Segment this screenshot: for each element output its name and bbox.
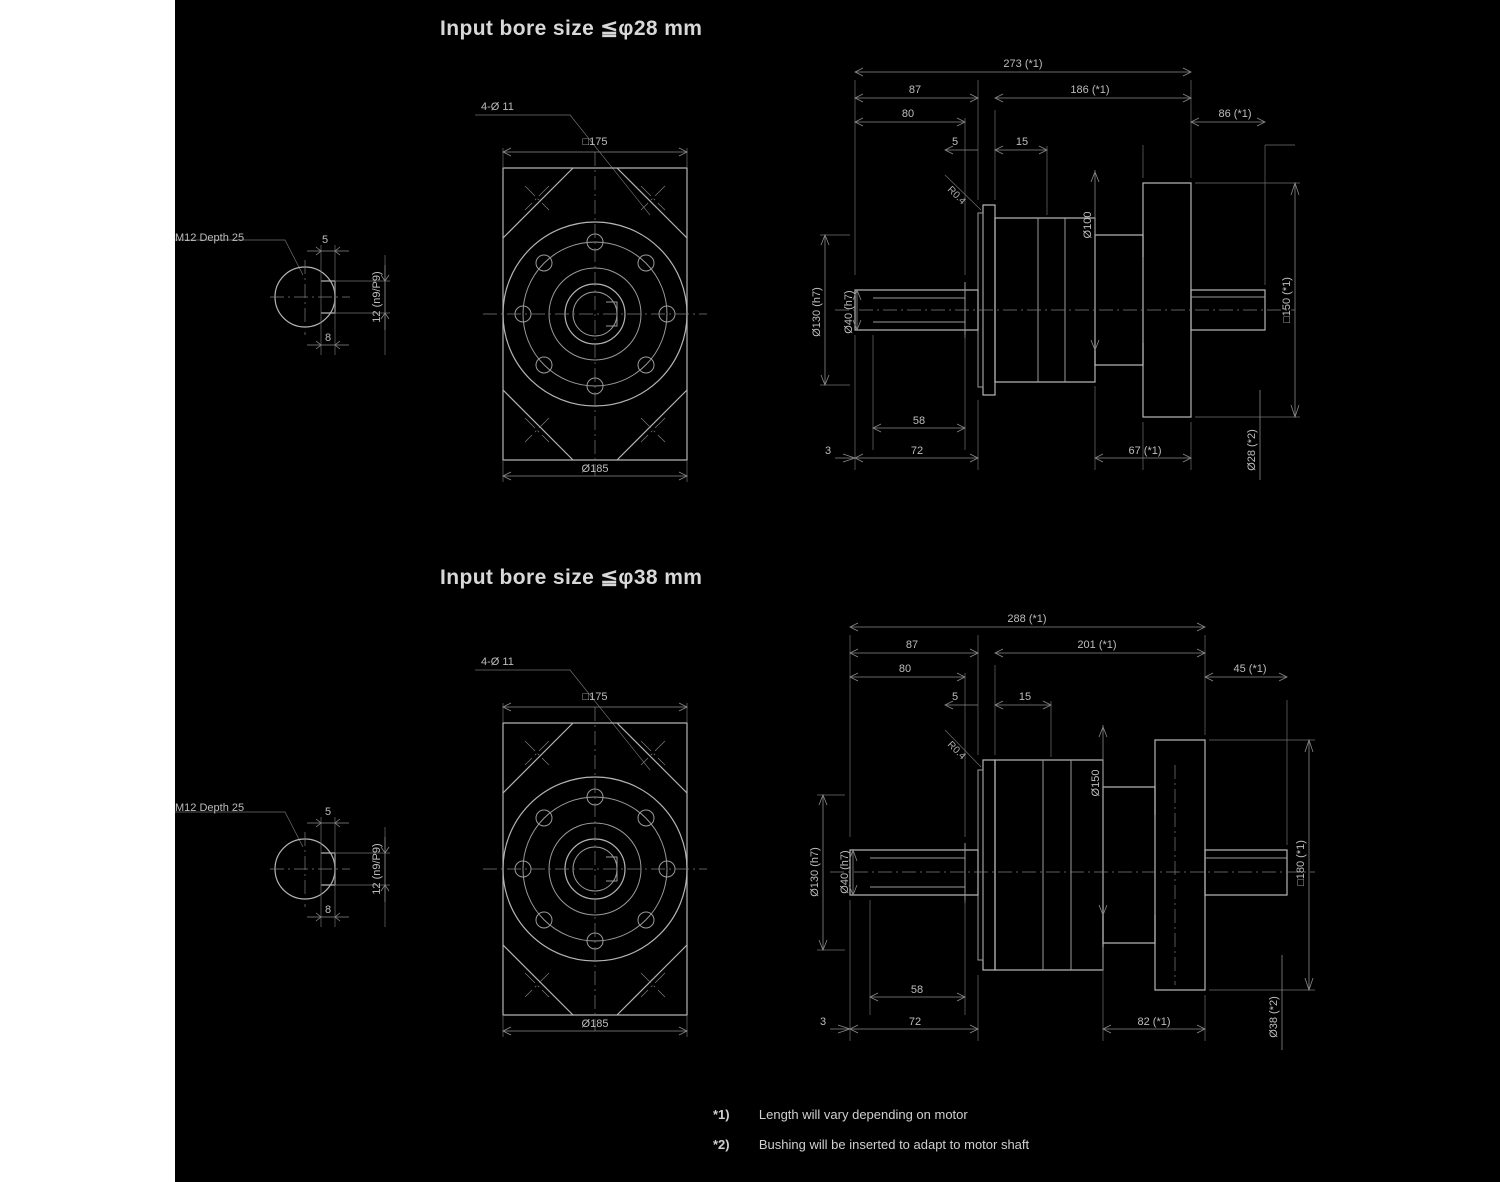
dim-label: 58	[912, 415, 926, 427]
dim-label: Ø150	[1090, 769, 1102, 797]
dim-label: Ø185	[581, 1018, 609, 1030]
dim-label: 8	[324, 904, 332, 916]
dim-label: 80	[898, 663, 912, 675]
dim-label: 186 (*1)	[1070, 84, 1110, 96]
drawing-canvas	[175, 0, 1500, 1182]
hole-callout-label: 4-Ø 11	[481, 656, 514, 668]
dim-label: □150 (*1)	[1281, 277, 1293, 323]
footnote-1-text: Length will vary depending on motor	[758, 1107, 968, 1122]
section-1-title: Input bore size ≦φ28 mm	[440, 17, 703, 40]
section-2-title: Input bore size ≦φ38 mm	[440, 566, 703, 589]
dim-label: 12 (n9/P9)	[371, 271, 383, 323]
dim-label: 82 (*1)	[1137, 1016, 1171, 1028]
dim-label: □175	[582, 136, 608, 148]
dim-label: 5	[951, 691, 959, 703]
dim-label: 86 (*1)	[1218, 108, 1252, 120]
dim-label: 72	[910, 445, 924, 457]
dim-label: 3	[819, 1016, 827, 1028]
dim-label: 8	[324, 332, 332, 344]
dim-label: 72	[908, 1016, 922, 1028]
dim-label: 5	[321, 234, 329, 246]
dim-label: 15	[1015, 136, 1029, 148]
footnote-1	[713, 1107, 968, 1122]
dim-label: Ø185	[581, 463, 609, 475]
dim-label: R0.4	[944, 184, 968, 208]
side-view-1	[795, 50, 1355, 490]
dim-label: Ø100	[1082, 211, 1094, 239]
dim-label: 87	[905, 639, 919, 651]
dim-label: 45 (*1)	[1233, 663, 1267, 675]
footnote-2-text: Bushing will be inserted to adapt to motor shaft	[758, 1137, 1030, 1152]
hole-callout-label: 4-Ø 11	[481, 101, 514, 113]
dim-label: 80	[901, 108, 915, 120]
dim-label: 12 (n9/P9)	[371, 843, 383, 895]
dim-label: 273 (*1)	[1003, 58, 1043, 70]
dim-label: 201 (*1)	[1077, 639, 1117, 651]
dim-label: 5	[324, 806, 332, 818]
keyway-view-2	[175, 787, 435, 967]
dim-label: Ø40 (h7)	[843, 290, 855, 334]
dim-label: R0.4	[944, 739, 968, 763]
dim-label: □175	[582, 691, 608, 703]
dim-label: Ø130 (h7)	[811, 287, 823, 337]
dim-label: 5	[951, 136, 959, 148]
dim-label: □180 (*1)	[1295, 840, 1307, 886]
side-view-2	[795, 605, 1375, 1065]
footnote-1-marker: *1)	[713, 1107, 730, 1122]
dim-label: 288 (*1)	[1007, 613, 1047, 625]
dim-label: 58	[910, 984, 924, 996]
dim-label: Ø28 (*2)	[1246, 429, 1258, 471]
dim-label: 3	[824, 445, 832, 457]
keyway-callout-2: M12 Depth 25	[175, 802, 245, 814]
footnote-2	[713, 1137, 1029, 1152]
dim-label: Ø130 (h7)	[809, 847, 821, 897]
keyway-callout-1: M12 Depth 25	[175, 232, 245, 244]
dim-label: 15	[1018, 691, 1032, 703]
dim-label: Ø40 (h7)	[839, 850, 851, 894]
footnote-2-marker: *2)	[713, 1137, 730, 1152]
dim-label: Ø38 (*2)	[1268, 996, 1280, 1038]
dim-label: 87	[908, 84, 922, 96]
dim-label: 67 (*1)	[1128, 445, 1162, 457]
front-view-1	[465, 90, 755, 490]
front-view-2	[465, 645, 755, 1045]
